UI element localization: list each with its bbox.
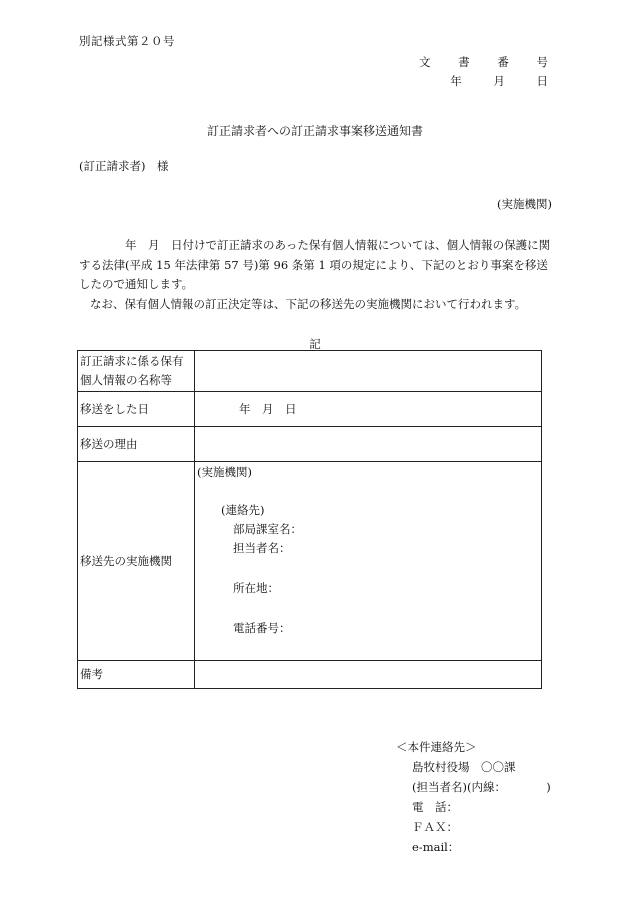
transfer-date-value: 年 月 日: [195, 392, 542, 427]
table-row: [78, 351, 542, 392]
contact-block: [396, 737, 551, 857]
details-table: [77, 350, 542, 689]
dest-phone: 電話番号：: [233, 621, 291, 635]
remarks-label: 備考: [78, 661, 195, 689]
remarks-cell: [195, 661, 542, 689]
body-paragraph-2: なお、保有個人情報の訂正決定等は、下記の移送先の実施機関において行われます。: [90, 296, 527, 311]
destination-cell: [195, 462, 542, 661]
contact-person: (担当者名)(内線： ): [412, 780, 551, 794]
dest-department: 部局課室名：: [233, 522, 302, 536]
dest-contact: (連絡先): [221, 503, 265, 517]
recipient-line: [79, 158, 168, 174]
name-label: 訂正請求に係る保有個人情報の名称等: [78, 351, 195, 392]
contact-heading: ＜本件連絡先＞: [396, 740, 477, 754]
document-date-label: 年 月 日: [450, 74, 562, 88]
table-row: [78, 392, 542, 427]
recipient-honorific: 様: [145, 159, 169, 173]
recipient-placeholder: (訂正請求者): [79, 159, 146, 173]
document-number-label: 文 書 番 号: [419, 55, 560, 69]
contact-tel: 電 話：: [412, 800, 458, 814]
transfer-date-label: 移送をした日: [78, 392, 195, 427]
dest-agency: (実施機関): [197, 465, 252, 479]
table-row: [78, 462, 542, 661]
ki-heading: 記: [309, 337, 321, 351]
document-title: 訂正請求者への訂正請求事案移送通知書: [206, 124, 423, 138]
destination-label: 移送先の実施機関: [78, 462, 195, 661]
contact-office: 島牧村役場 〇〇課: [412, 760, 516, 774]
table-row: [78, 661, 542, 689]
body-paragraph-1: 年 月 日付けで訂正請求のあった保有個人情報については、個人情報の保護に関する法律(平成 15 年法律第 57 号)第 96 条第 1 項の規定により、下記のとおり事案を移送したので通知します。: [79, 238, 551, 291]
dest-address: 所在地：: [233, 581, 279, 595]
transfer-reason-label: 移送の理由: [78, 427, 195, 462]
transfer-reason-cell: [195, 427, 542, 462]
table-row: [78, 427, 542, 462]
name-value-cell: [195, 351, 542, 392]
dest-person: 担当者名：: [233, 541, 291, 555]
contact-email: e-mail：: [412, 840, 460, 854]
form-number: 別記様式第２０号: [79, 34, 175, 48]
sender-agency: (実施機関): [497, 197, 552, 211]
body-text: [79, 236, 553, 314]
contact-fax: ＦＡＸ：: [412, 820, 458, 834]
